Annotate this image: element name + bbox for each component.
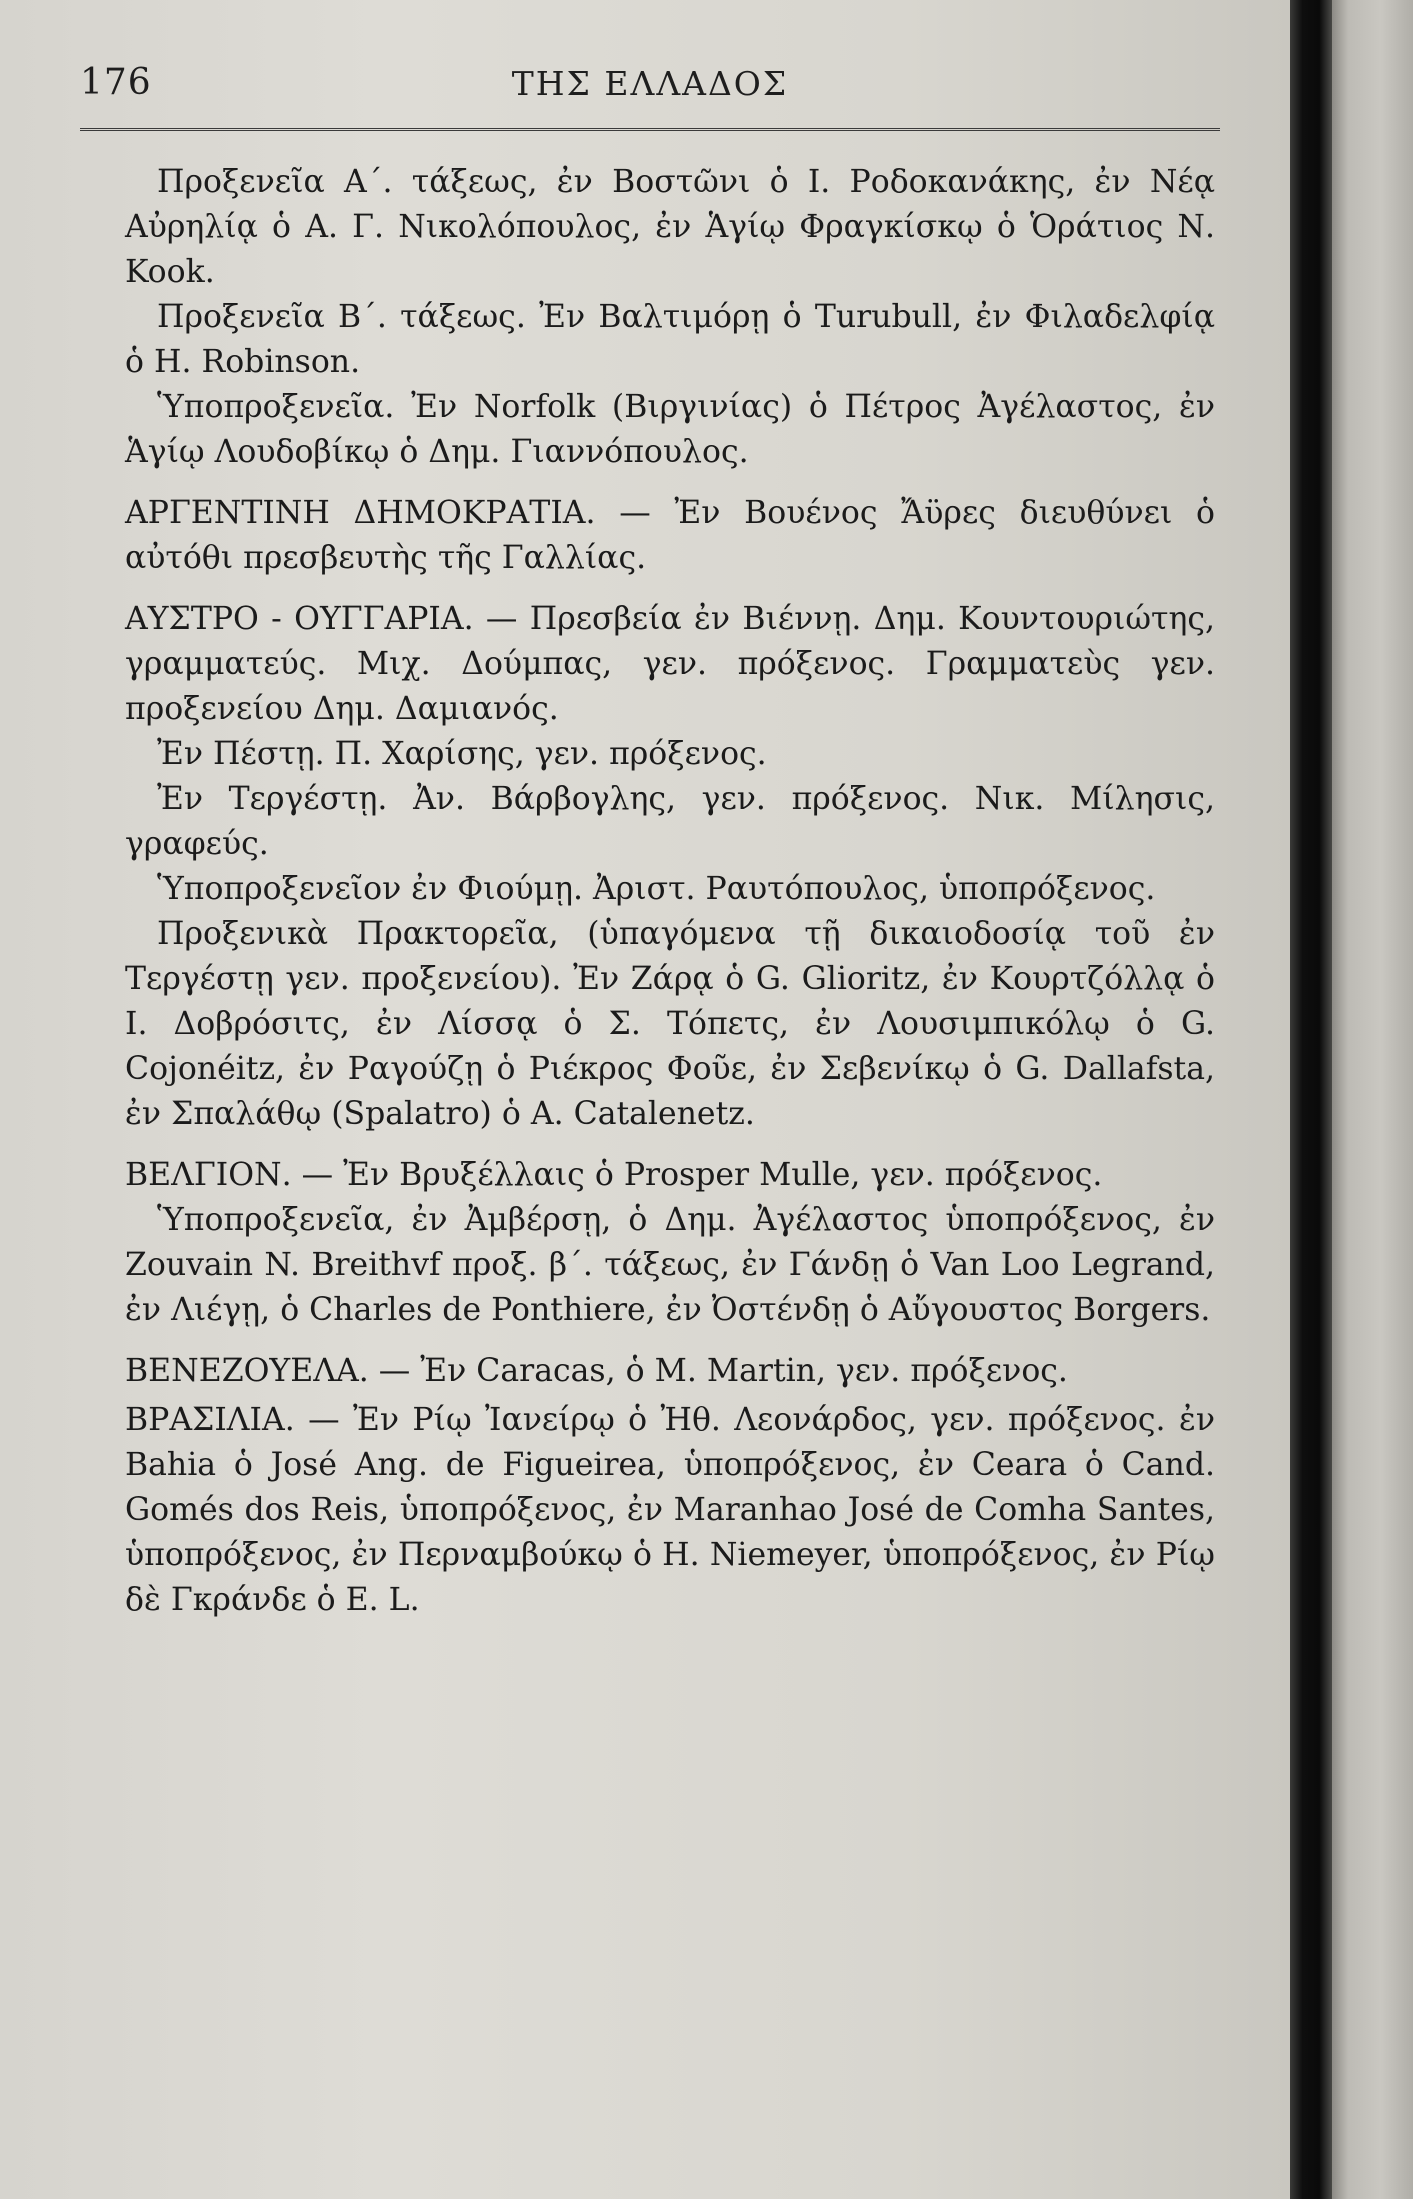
paragraph-usa-vice-consulates: Ὑποπροξενεῖα. Ἐν Norfolk (Βιργινίας) ὁ Πέτρος Ἀγέλαστος, ἐν Ἁγίῳ Λουδοβίκῳ ὁ Δημ. Γιαννόπουλος. xyxy=(125,389,1215,470)
book-spine-shadow xyxy=(1290,0,1332,2199)
paragraph-austria-hungary: ΑΥΣΤΡΟ - ΟΥΓΓΑΡΙΑ. — Πρεσβεία ἐν Βιέννῃ. Δημ. Κουντουριώτης, γραμματεύς. Μιχ. Δούμπας, γεν. πρόξενος. Γραμματεὺς γεν. προξενείου Δημ. Δαμιανός. xyxy=(125,601,1215,727)
header-rule xyxy=(80,128,1220,131)
paragraph-usa-first-class: Προξενεῖα Α΄. τάξεως, ἐν Βοστῶνι ὁ Ι. Ροδοκανάκης, ἐν Νέᾳ Αὐρηλίᾳ ὁ Α. Γ. Νικολόπουλος, ἐν Ἁγίῳ Φραγκίσκῳ ὁ Ὁράτιος Ν. Kook. xyxy=(125,164,1215,290)
paragraph-belgium: ΒΕΛΓΙΟΝ. — Ἐν Βρυξέλλαις ὁ Prosper Mulle, γεν. πρόξενος. xyxy=(125,1157,1103,1193)
paragraph-fiume: Ὑποπροξενεῖον ἐν Φιούμῃ. Ἀριστ. Ραυτόπουλος, ὑποπρόξενος. xyxy=(157,871,1156,907)
paragraph-venezuela: ΒΕΝΕΖΟΥΕΛΑ. — Ἐν Caracas, ὁ Μ. Martin, γεν. πρόξενος. xyxy=(125,1353,1068,1389)
running-title: ΤΗΣ ΕΛΛΑΔΟΣ xyxy=(511,64,789,103)
page-number: 176 xyxy=(80,62,152,103)
paragraph-brazil: ΒΡΑΣΙΛΙΑ. — Ἐν Ρίῳ Ἰανείρῳ ὁ Ἠθ. Λεονάρδος, γεν. πρόξενος. ἐν Bahia ὁ José Ang. de Figueirea, ὑποπρόξενος, ἐν Ceara ὁ Cand. Gomés dos Reis, ὑποπρόξενος, ἐν Maranhao José de Comha Santes, ὑποπρόξενος, ἐν Περναμβούκῳ ὁ Η. Niemeyer, ὑποπρόξενος, ἐν Ρίῳ δὲ Γκράνδε ὁ Ε. L. xyxy=(125,1402,1215,1618)
page-header xyxy=(80,62,1220,122)
paragraph-argentina: ΑΡΓΕΝΤΙΝΗ ΔΗΜΟΚΡΑΤΙΑ. — Ἐν Βουένος Ἄϋρες διευθύνει ὁ αὐτόθι πρεσβευτὴς τῆς Γαλλίας. xyxy=(125,495,1215,576)
paragraph-pest: Ἐν Πέστῃ. Π. Χαρίσης, γεν. πρόξενος. xyxy=(157,736,767,772)
paragraph-consular-agencies: Προξενικὰ Πρακτορεῖα, (ὑπαγόμενα τῇ δικαιοδοσίᾳ τοῦ ἐν Τεργέστῃ γεν. προξενείου). Ἐν Ζάρᾳ ὁ G. Glioritz, ἐν Κουρτζόλλᾳ ὁ Ι. Δοβρόσιτς, ἐν Λίσσᾳ ὁ Σ. Τόπετς, ἐν Λουσιμπικόλῳ ὁ G. Cojonéitz, ἐν Ραγούζῃ ὁ Ριέκρος Φοῦε, ἐν Σεβενίκῳ ὁ G. Dallafsta, ἐν Σπαλάθῳ (Spalatro) ὁ Α. Catalenetz. xyxy=(125,916,1215,1132)
facing-page-edge xyxy=(1332,0,1413,2199)
paragraph-belgium-vice-consulates: Ὑποπροξενεῖα, ἐν Ἀμβέρσῃ, ὁ Δημ. Ἀγέλαστος ὑποπρόξενος, ἐν Zouvain N. Breithvf προξ. β΄. τάξεως, ἐν Γάνδῃ ὁ Van Loo Legrand, ἐν Λιέγῃ, ὁ Charles de Ponthiere, ἐν Ὀστένδῃ ὁ Αὔγουστος Borgers. xyxy=(125,1202,1215,1328)
paragraph-usa-second-class: Προξενεῖα Β΄. τάξεως. Ἐν Βαλτιμόρῃ ὁ Turubull, ἐν Φιλαδελφίᾳ ὁ Η. Robinson. xyxy=(125,299,1215,380)
paragraph-trieste: Ἐν Τεργέστῃ. Ἀν. Βάρβογλης, γεν. πρόξενος. Νικ. Μίλησις, γραφεύς. xyxy=(125,781,1215,862)
body-text xyxy=(125,160,1215,1623)
